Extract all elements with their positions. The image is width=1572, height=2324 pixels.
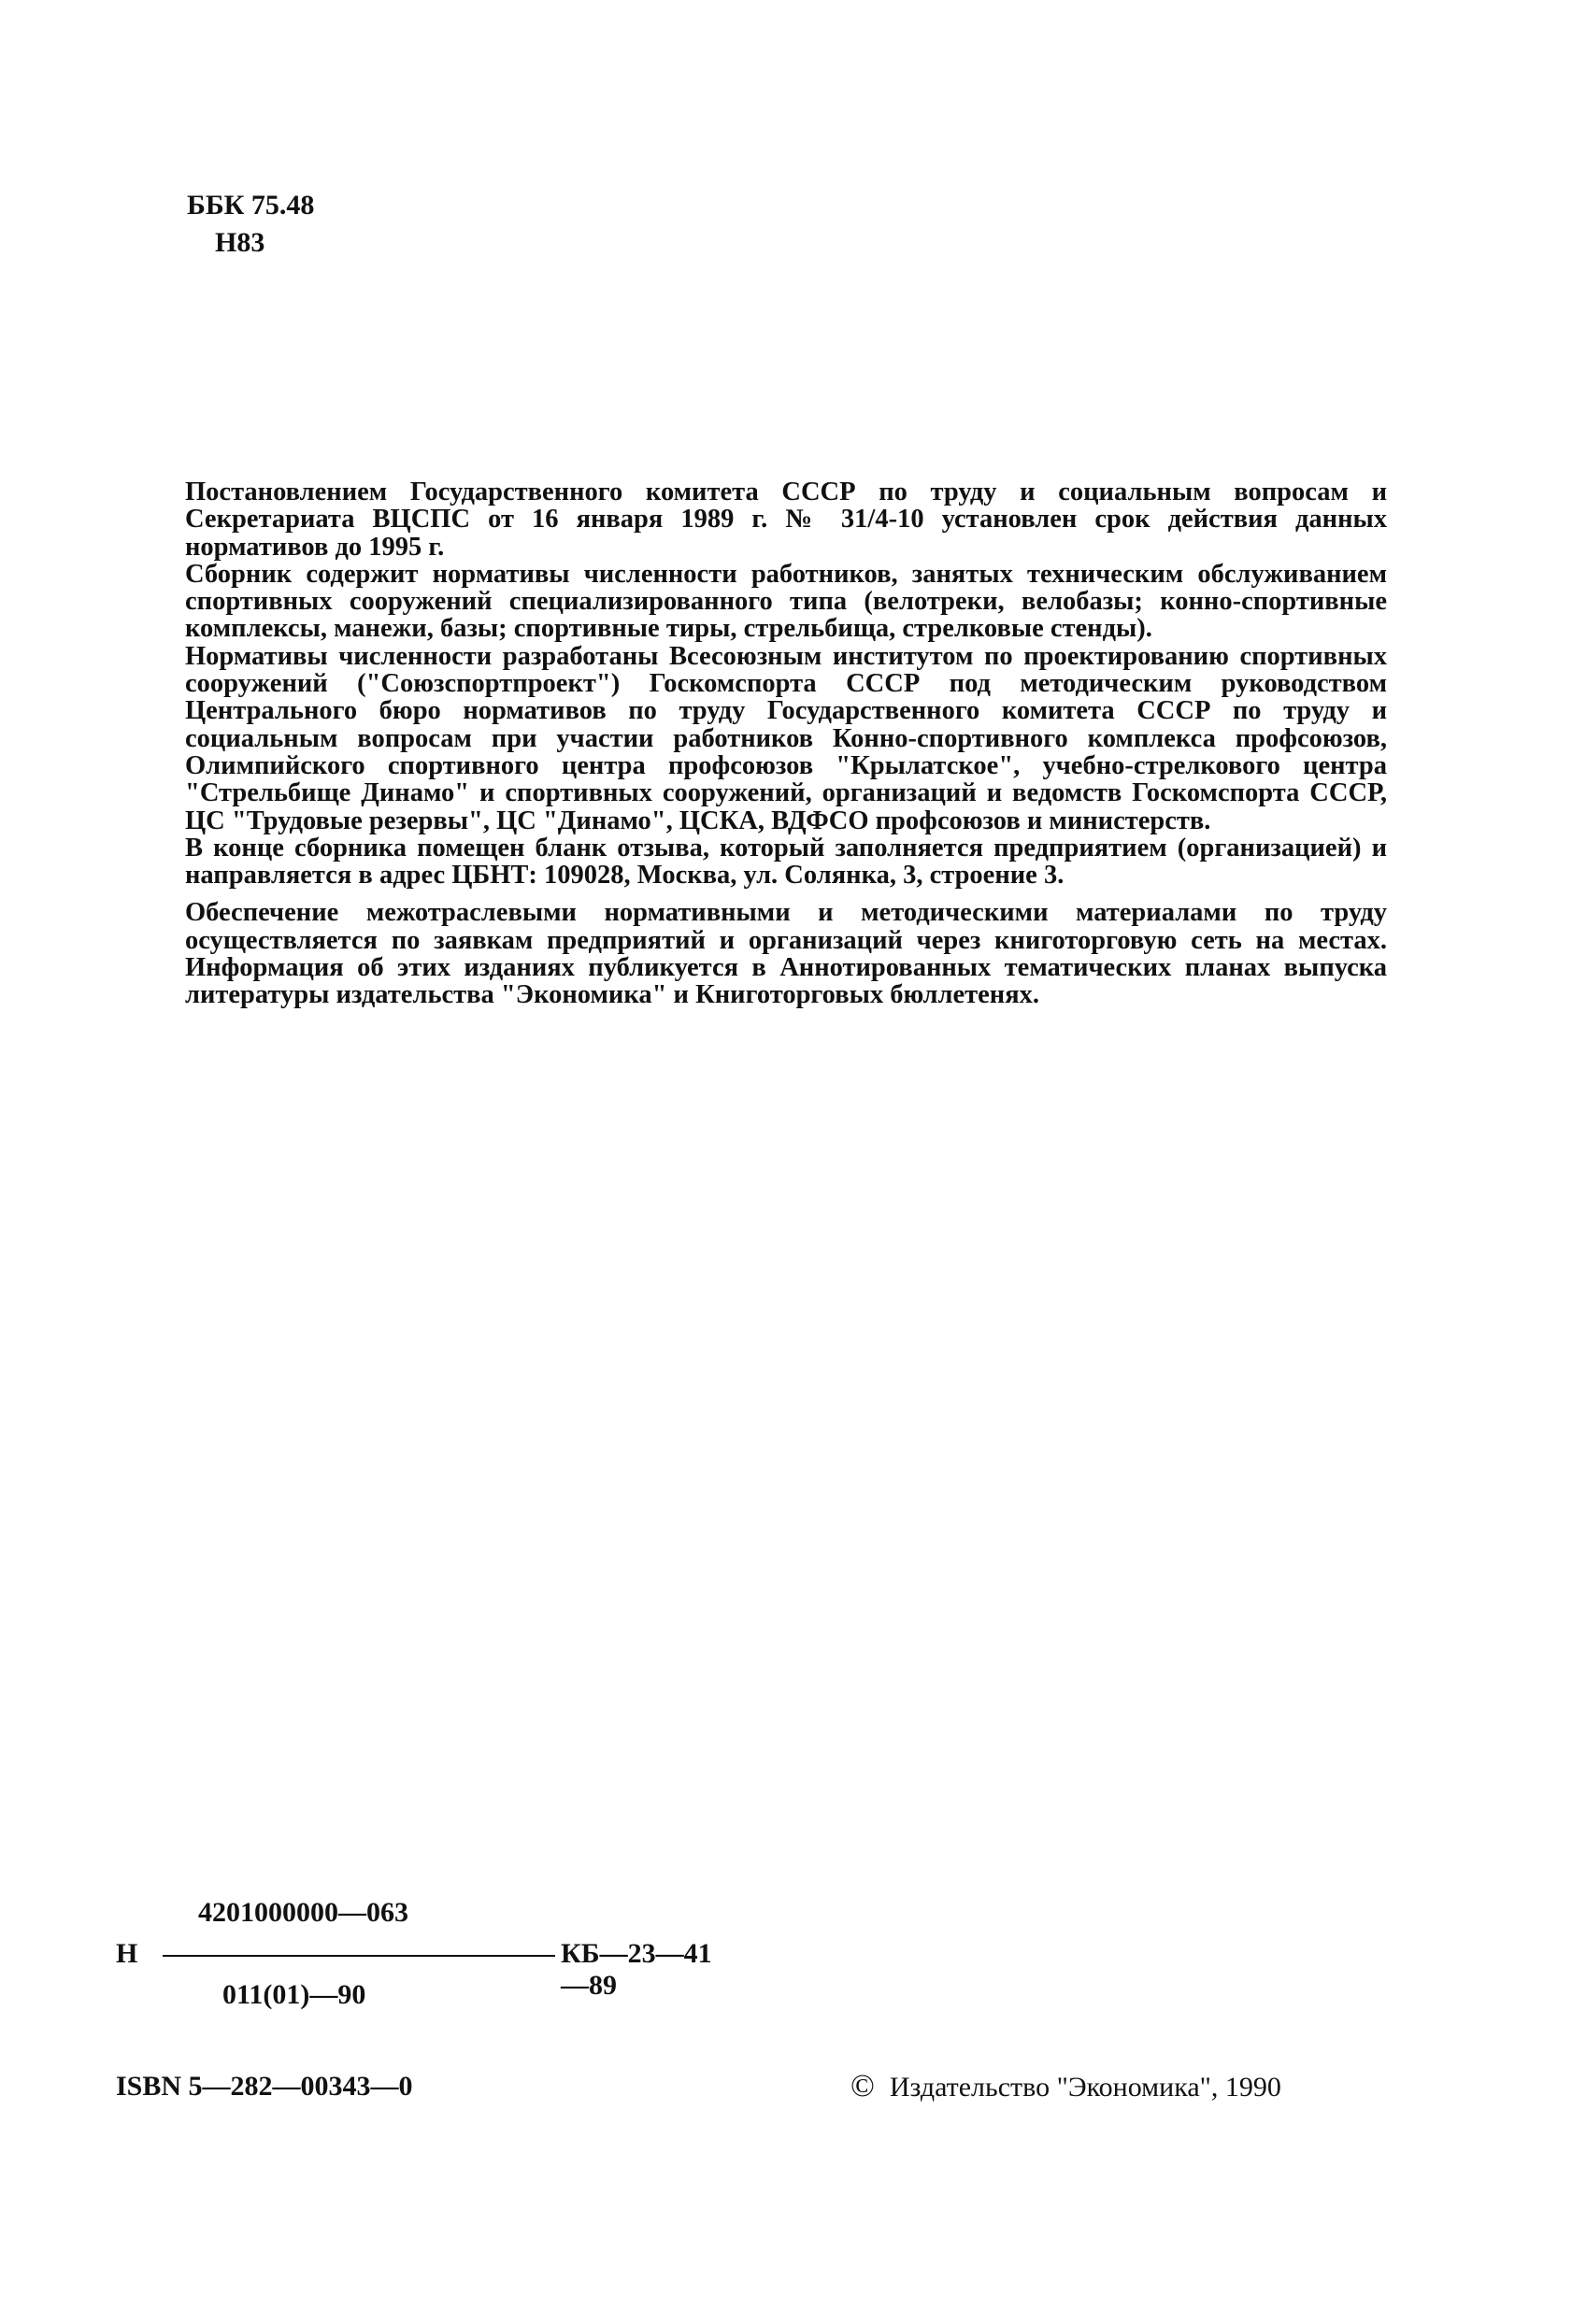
bbk-code: ББК 75.48	[187, 190, 315, 221]
paragraph-developers: Нормативы численности разработаны Всесоюзным институтом по проектированию спортивных сооружений ("Союзспортпроект") Госкомспорта СССР под методическим руководством Центрального бюро нормативов по труду Государственного комитета СССР по труду и социальным вопросам при участии работников Конно-спортивного комплекса профсоюзов, Олимпийского спортивного центра профсоюзов "Крылатское", учебно-стрелкового центра "Стрельбище Динамо" и спортивных сооружений, организаций и ведомств Госкомспорта СССР, ЦС "Трудовые резервы", ЦС "Динамо", ЦСКА, ВДФСО профсоюзов и министерств.	[185, 641, 1387, 835]
bibliographic-code	[116, 1897, 714, 2018]
code-letter: Н	[116, 1938, 138, 1969]
annotation-text	[185, 478, 1387, 1009]
bbk-block	[187, 187, 314, 262]
paragraph-contents: Сборник содержит нормативы численности работников, занятых техническим обслуживанием спортивных сооружений специализированного типа (велотреки, велобазы; конно-спортивные комплексы, манежи, базы; спортивные тиры, стрельбища, стрелковые стенды).	[185, 559, 1387, 644]
isbn: ISBN 5—282—00343—0	[116, 2071, 413, 2102]
fraction-line	[163, 1955, 555, 1957]
code-denominator: 011(01)—90	[222, 1979, 366, 2010]
paragraph-feedback-form: В конце сборника помещен бланк отзыва, который заполняется предприятием (организацией) и направляется в адрес ЦБНТ: 109028, Москва, ул. Солянка, 3, строение 3.	[185, 833, 1387, 891]
author-mark: Н83	[215, 227, 265, 258]
paragraph-resolution: Постановлением Государственного комитета СССР по труду и социальным вопросам и Секретариата ВЦСПС от 16 января 1989 г. № 31/4-10 установлен срок действия данных нормативов до 1995 г.	[185, 478, 1387, 562]
paragraph-distribution: Обеспечение межотраслевыми нормативными и методическими материалами по труду осуществляется по заявкам предприятий и организаций через книготорговую сеть на местах. Информация об этих изданиях публикуется в Аннотированных тематических планах выпуска литературы издательства "Экономика" и Книготорговых бюллетенях.	[185, 898, 1387, 1010]
code-kb: КБ—23—41—89	[561, 1938, 712, 2001]
copyright-icon: ©	[850, 2069, 875, 2103]
copyright	[850, 2069, 1281, 2104]
copyright-text: Издательство "Экономика", 1990	[889, 2072, 1281, 2103]
code-numerator: 4201000000—063	[198, 1897, 408, 1928]
